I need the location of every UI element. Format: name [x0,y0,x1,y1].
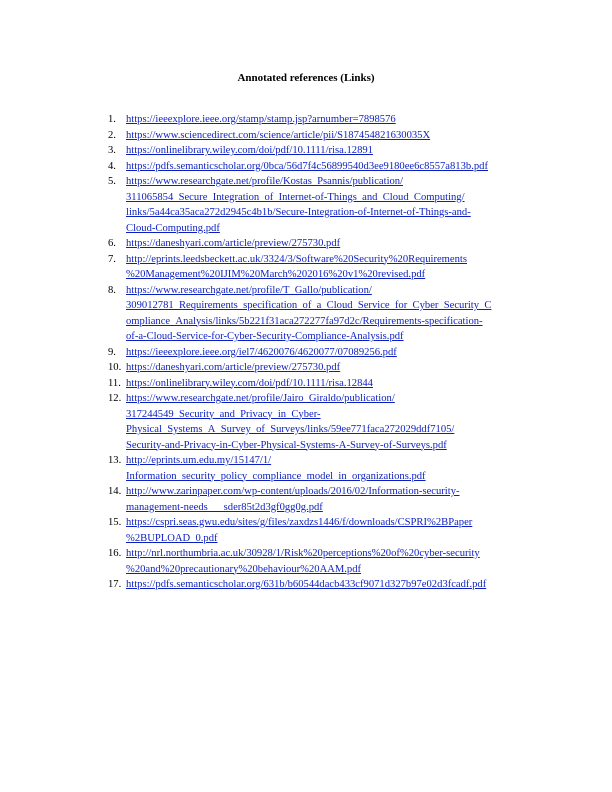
reference-item [108,484,548,515]
reference-number: 1. [108,114,116,125]
reference-link-line[interactable]: 317244549_Security_and_Privacy_in_Cyber- [126,408,321,420]
reference-number: 17. [108,579,122,590]
reference-number: 9. [108,346,116,358]
reference-link[interactable] [126,143,548,159]
reference-link[interactable] [126,128,548,144]
reference-link[interactable] [126,112,548,128]
reference-item [108,376,548,392]
reference-link[interactable] [126,159,548,175]
reference-item [108,345,548,361]
reference-item [108,546,548,577]
reference-link-line[interactable]: https://cspri.seas.gwu.edu/sites/g/files/zaxdzs1446/f/downloads/CSPRI%2BPaper [126,517,473,528]
reference-link[interactable] [126,546,548,577]
reference-link-line[interactable]: 311065854_Secure_Integration_of_Internet-of-Things_and_Cloud_Computing/ [126,191,465,203]
reference-number: 2. [108,129,116,141]
reference-link[interactable] [126,515,548,546]
reference-link-line[interactable]: Information_security_policy_compliance_model_in_organizations.pdf [126,470,426,482]
reference-number: 11. [108,377,121,389]
reference-link-line[interactable]: https://ieeexplore.ieee.org/stamp/stamp.jsp?arnumber=7898576 [126,114,396,125]
reference-number: 8. [108,284,116,296]
reference-link-line[interactable]: https://pdfs.semanticscholar.org/631b/b60544dacb433cf9071d327b97e02d3fcadf.pdf [126,579,487,590]
reference-link-line[interactable]: http://www.zarinpaper.com/wp-content/uploads/2016/02/Information-security- [126,486,460,497]
reference-number: 3. [108,145,116,156]
reference-item [108,252,548,283]
reference-link-line[interactable]: %20and%20precautionary%20behaviour%20AAM.pdf [126,563,362,575]
reference-number: 6. [108,238,116,249]
reference-link-line[interactable]: https://onlinelibrary.wiley.com/doi/pdf/10.1111/risa.12891 [126,145,373,156]
reference-item [108,236,548,252]
reference-number: 14. [108,486,122,497]
reference-link-line[interactable]: ompliance_Analysis/links/5b221f31aca272277fa97d2c/Requirements-specification- [126,315,483,327]
reference-number: 16. [108,548,122,559]
reference-item [108,453,548,484]
reference-number: 12. [108,393,122,404]
reference-link[interactable] [126,577,548,593]
reference-link-line[interactable]: https://www.sciencedirect.com/science/article/pii/S187454821630035X [126,129,431,141]
reference-item [108,391,548,453]
reference-item [108,515,548,546]
reference-link-line[interactable]: http://eprints.leedsbeckett.ac.uk/3324/3/Software%20Security%20Requirements [126,253,467,265]
document-title: Annotated references (Links) [237,72,375,84]
reference-link-line[interactable]: https://pdfs.semanticscholar.org/0bca/56d7f4c56899540d3ee9180ee6c8557a813b.pdf [126,160,488,172]
reference-number: 4. [108,160,116,172]
reference-link-line[interactable]: https://onlinelibrary.wiley.com/doi/pdf/10.1111/risa.12844 [126,377,373,389]
reference-link-line[interactable]: http://eprints.um.edu.my/15147/1/ [126,455,272,466]
reference-item [108,283,548,345]
reference-number: 15. [108,517,122,528]
reference-item [108,112,548,128]
reference-item [108,577,548,593]
reference-link-line[interactable]: management-needs___sder85t2d3gf0gg0g.pdf [126,501,323,513]
reference-number: 10. [108,362,122,373]
reference-link[interactable] [126,252,548,283]
reference-link-line[interactable]: https://www.researchgate.net/profile/T_Gallo/publication/ [126,284,372,296]
reference-link-line[interactable]: 309012781_Requirements_specification_of_a_Cloud_Service_for_Cyber_Security_C [126,300,492,311]
reference-item [108,128,548,144]
reference-link-line[interactable]: https://www.researchgate.net/profile/Jairo_Giraldo/publication/ [126,393,395,404]
reference-link[interactable] [126,360,548,376]
reference-number: 13. [108,455,122,466]
reference-item [108,360,548,376]
reference-item [108,174,548,236]
reference-link[interactable] [126,376,548,392]
reference-link[interactable] [126,345,548,361]
reference-link-line[interactable]: Cloud-Computing.pdf [126,222,220,234]
reference-link-line[interactable]: of-a-Cloud-Service-for-Cyber-Security-Compliance-Analysis.pdf [126,331,404,342]
reference-link[interactable] [126,236,548,252]
reference-link[interactable] [126,174,548,236]
reference-link-line[interactable]: Physical_Systems_A_Survey_of_Surveys/links/59ee771faca272029ddf7105/ [126,424,455,435]
reference-link[interactable] [126,484,548,515]
reference-link-line[interactable]: Security-and-Privacy-in-Cyber-Physical-Systems-A-Survey-of-Surveys.pdf [126,439,447,451]
reference-link-line[interactable]: http://nrl.northumbria.ac.uk/30928/1/Risk%20perceptions%20of%20cyber-security [126,548,480,559]
reference-number: 5. [108,176,116,187]
reference-link[interactable] [126,283,548,345]
reference-link[interactable] [126,391,548,453]
reference-list [108,112,548,593]
reference-link-line[interactable]: https://daneshyari.com/article/preview/275730.pdf [126,362,341,373]
reference-link-line[interactable]: %20Management%20IJIM%20March%202016%20v1%20revised.pdf [126,269,426,280]
reference-link-line[interactable]: links/5a44ca35aca272d2945c4b1b/Secure-Integration-of-Internet-of-Things-and- [126,207,471,218]
reference-link-line[interactable]: https://daneshyari.com/article/preview/275730.pdf [126,238,341,249]
reference-item [108,143,548,159]
reference-link-line[interactable]: https://www.researchgate.net/profile/Kostas_Psannis/publication/ [126,176,404,187]
reference-link-line[interactable]: %2BUPLOAD_0.pdf [126,532,218,544]
reference-item [108,159,548,175]
reference-number: 7. [108,253,116,265]
reference-link[interactable] [126,453,548,484]
reference-link-line[interactable]: https://ieeexplore.ieee.org/iel7/4620076/4620077/07089256.pdf [126,346,397,358]
